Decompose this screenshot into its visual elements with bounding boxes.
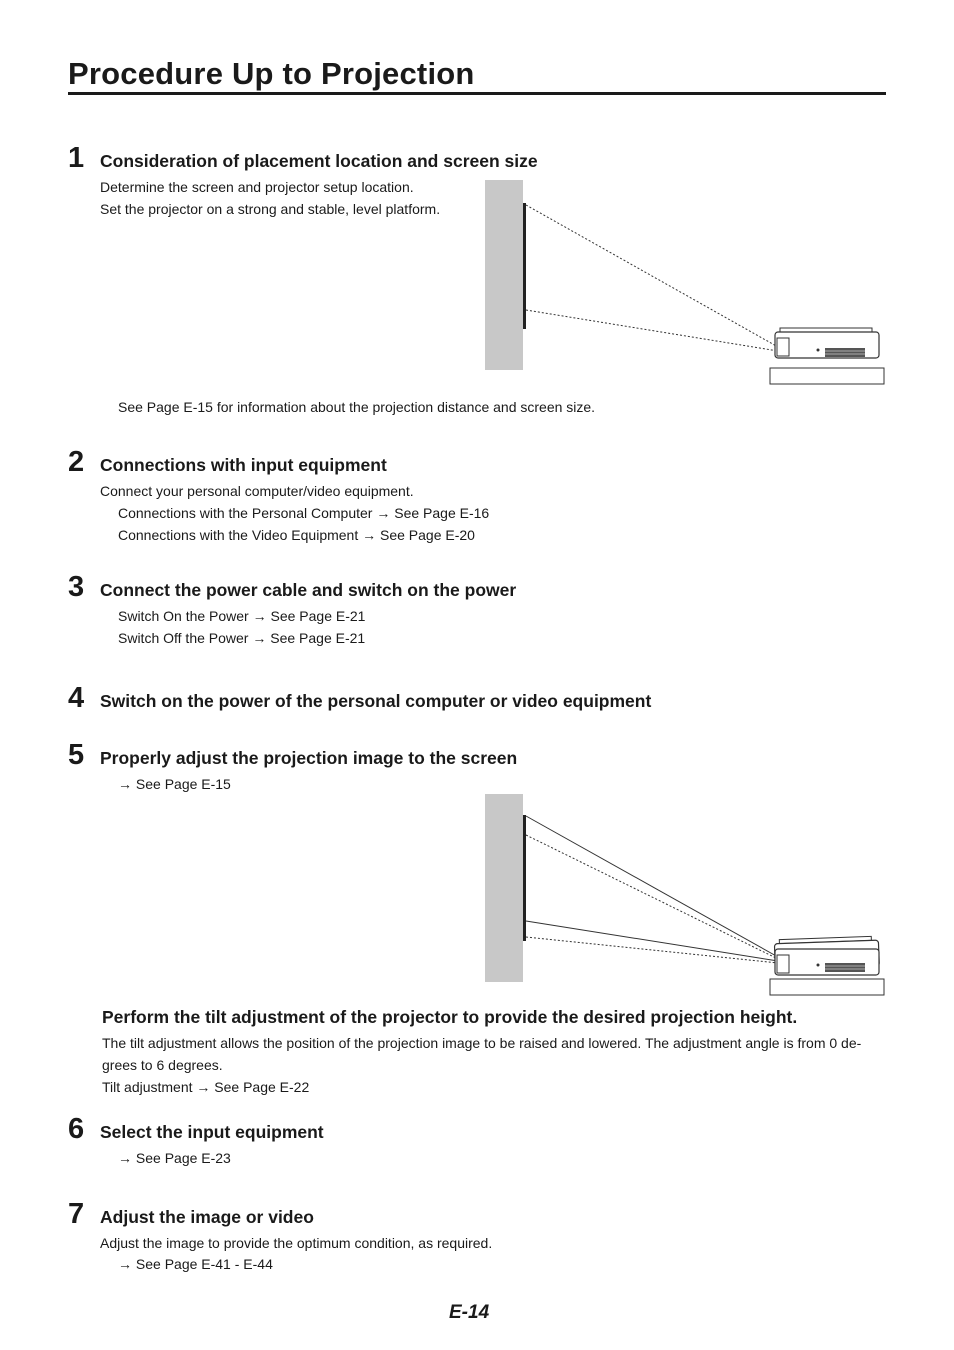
projection-ray-top xyxy=(526,205,778,347)
step-3-line-1: Switch On the Power → See Page E-21 xyxy=(118,608,366,624)
placement-diagram xyxy=(480,175,900,390)
step-1-line-2: Set the projector on a strong and stable, level platform. xyxy=(100,201,441,217)
step-1-note: See Page E-15 for information about the projection distance and screen size. xyxy=(118,399,596,415)
screen-wall xyxy=(485,180,523,370)
step-7-line-2: → See Page E-41 - E-44 xyxy=(118,1256,273,1272)
step-4-number: 4 xyxy=(68,682,85,714)
step-5-line-1: → See Page E-15 xyxy=(118,776,231,792)
page-number: E-14 xyxy=(449,1302,490,1323)
tilt-line-1: The tilt adjustment allows the position of the projection image to be raised and lowered. The adjustment angle is from 0 de- xyxy=(102,1035,862,1051)
step-6-number: 6 xyxy=(68,1113,85,1145)
step-3-title: Connect the power cable and switch on the power xyxy=(100,580,517,600)
step-2-title: Connections with input equipment xyxy=(100,455,387,475)
tilt-line-3: Tilt adjustment → See Page E-22 xyxy=(102,1079,310,1095)
screen-wall xyxy=(485,794,523,982)
step-7-title: Adjust the image or video xyxy=(100,1207,314,1227)
step-3-line-2: Switch Off the Power → See Page E-21 xyxy=(118,630,366,646)
projector-platform xyxy=(770,368,884,384)
tilted-ray-bottom xyxy=(526,921,778,961)
step-3-number: 3 xyxy=(68,571,85,603)
tilted-ray-top xyxy=(526,816,778,957)
step-7-line-1: Adjust the image to provide the optimum condition, as required. xyxy=(100,1235,493,1251)
step-1-title: Consideration of placement location and screen size xyxy=(100,151,538,171)
step-2-line-1: Connect your personal computer/video equipment. xyxy=(100,483,414,499)
title-rule xyxy=(68,92,886,95)
projection-screen xyxy=(523,203,526,329)
step-7-number: 7 xyxy=(68,1198,85,1230)
step-1-line-1: Determine the screen and projector setup location. xyxy=(100,179,414,195)
projector-icon xyxy=(774,936,879,975)
step-6-title: Select the input equipment xyxy=(100,1122,324,1142)
step-4-title: Switch on the power of the personal computer or video equipment xyxy=(100,691,652,711)
step-5-number: 5 xyxy=(68,739,85,771)
step-2-number: 2 xyxy=(68,446,85,478)
tilt-line-2: grees to 6 degrees. xyxy=(102,1057,223,1073)
projector-platform xyxy=(770,979,884,995)
step-5-title: Properly adjust the projection image to the screen xyxy=(100,748,518,768)
page-title: Procedure Up to Projection xyxy=(68,56,475,91)
step-1-number: 1 xyxy=(68,142,85,174)
step-2-line-3: Connections with the Video Equipment → See Page E-20 xyxy=(118,527,475,543)
projector-icon xyxy=(775,328,879,358)
tilt-title: Perform the tilt adjustment of the projector to provide the desired projection height. xyxy=(102,1007,798,1027)
tilt-diagram xyxy=(480,789,900,1004)
step-2-line-2: Connections with the Personal Computer → See Page E-16 xyxy=(118,505,490,521)
projection-screen xyxy=(523,815,526,941)
projection-ray-bottom xyxy=(526,310,778,351)
step-6-line-1: → See Page E-23 xyxy=(118,1150,231,1166)
